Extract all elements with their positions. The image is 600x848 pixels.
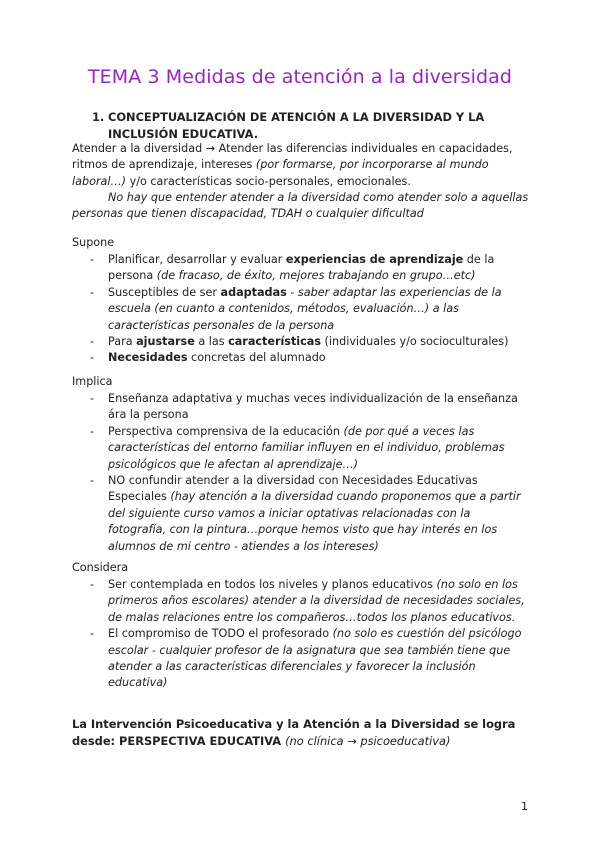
- list-item: - Susceptibles de ser adaptadas - saber adaptar las experiencias de la escuela (en cuanto a contenidos, métodos, evaluación…) a las características personales de la persona: [90, 285, 502, 332]
- conclusion-italic: (no clínica → psicoeducativa): [285, 734, 451, 748]
- dash-bullet: -: [90, 285, 95, 299]
- conclusion-bold: La Intervención Psicoeducativa y la Atención a la Diversidad se logra desde: PERSPECTIVA EDUCATIVA: [72, 717, 516, 748]
- implica-label: Implica: [72, 375, 113, 388]
- intro-text-end: y/o características socio-personales, emocionales.: [126, 174, 411, 188]
- dash-bullet: -: [90, 424, 95, 438]
- intro-paragraph: [72, 141, 542, 190]
- dash-bullet: -: [90, 627, 95, 641]
- dash-bullet: -: [90, 392, 95, 405]
- conclusion-paragraph: [72, 716, 542, 750]
- dash-bullet: -: [90, 335, 95, 349]
- section-number: 1.: [92, 110, 105, 124]
- list-item: - Para ajustarse a las características (individuales y/o socioculturales): [0, 334, 526, 350]
- supone-label: Supone: [72, 236, 115, 249]
- intro-text: Atender a la diversidad → Atender las diferencias individuales en capacidades, ritmos de aprendizaje, intereses: [72, 142, 513, 172]
- intro-italic: (por formarse, por incorporarse al mundo laboral…): [72, 158, 489, 188]
- list-item: - El compromiso de TODO el profesorado (no solo es cuestión del psicólogo escolar - cualquier profesor de la asignatura que sea también tiene que atender a las características diferenciales y favorecer la inclusión educativa): [90, 627, 522, 690]
- list-item: - Enseñanza adaptativa y muchas veces individualización de la enseñanza ára la persona: [90, 392, 518, 422]
- list-item: - Perspectiva comprensiva de la educación (de por qué a veces las características del entorno familiar influyen en el individuo, problemas psicológicos que le afectan al aprendizaje…): [90, 424, 505, 471]
- section-heading-text: CONCEPTUALIZACIÓN DE ATENCIÓN A LA DIVERSIDAD Y LA INCLUSIÓN EDUCATIVA.: [108, 110, 485, 141]
- list-item: - Necesidades concretas del alumnado: [0, 350, 526, 366]
- section-heading: [92, 109, 522, 143]
- page-number: 1: [521, 800, 528, 813]
- page-title: TEMA 3 Medidas de atención a la diversidad: [87, 66, 513, 88]
- dash-bullet: -: [90, 474, 95, 488]
- considera-label: Considera: [72, 561, 129, 574]
- dash-bullet: -: [90, 351, 95, 365]
- dash-bullet: -: [90, 253, 95, 266]
- dash-bullet: -: [90, 578, 95, 591]
- list-item: - Ser contemplada en todos los niveles y planos educativos (no solo en los primeros años escolares) atender a la diversidad de necesidades sociales, de malas relaciones entre los compañeros…todos los planos educativos.: [90, 578, 525, 624]
- list-item: - NO confundir atender a la diversidad con Necesidades Educativas Especiales (hay atención a la diversidad cuando proponemos que a partir del siguiente curso vamos a iniciar optativas relacionadas con la fotografía, con la pintura…porque hemos visto que hay interés en los alumnos de mi centro - atiendes a los intereses): [90, 474, 521, 553]
- intro-note: No hay que entender atender a la diversidad como atender solo a aquellas personas que tienen discapacidad, TDAH o cualquier dificultad: [72, 191, 529, 221]
- considera-list: [0, 577, 526, 692]
- implica-list: [0, 391, 526, 555]
- list-item: - Planificar, desarrollar y evaluar experiencias de aprendizaje de la persona (de fracaso, de éxito, mejores trabajando en grupo…etc): [90, 253, 495, 283]
- supone-list: [0, 252, 526, 367]
